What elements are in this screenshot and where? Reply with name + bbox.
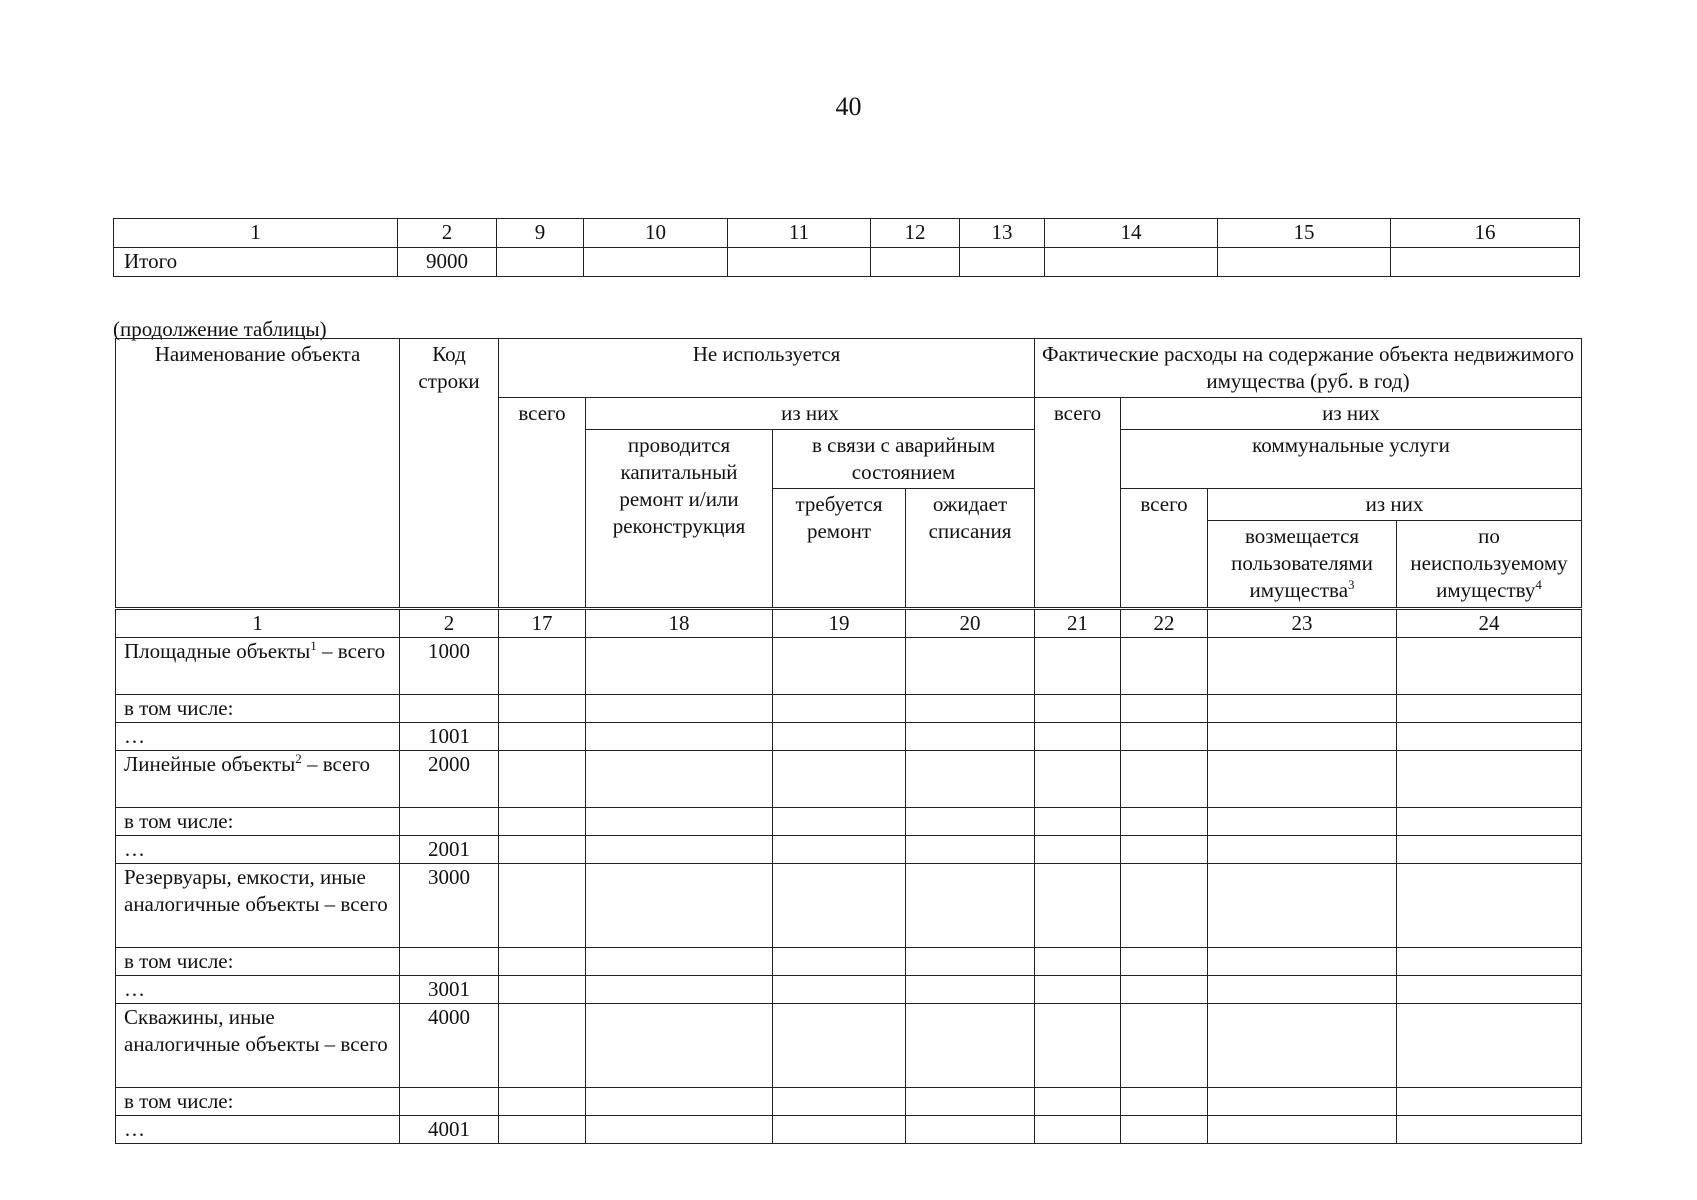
table-cell <box>586 695 773 723</box>
row-name-text: в том числе: <box>124 696 234 720</box>
row-code: 2001 <box>400 836 499 864</box>
table-cell <box>906 751 1035 808</box>
column-number: 21 <box>1035 609 1121 638</box>
header-utilities: коммунальные услуги <box>1121 430 1582 489</box>
table-cell <box>906 1004 1035 1088</box>
table-cell <box>906 948 1035 976</box>
table-cell <box>1121 1004 1208 1088</box>
table-cell <box>586 1004 773 1088</box>
table-cell <box>499 1116 586 1144</box>
header-utilities-total: всего <box>1121 489 1208 609</box>
table-cell <box>906 695 1035 723</box>
table-cell <box>1121 695 1208 723</box>
table-cell <box>1208 695 1397 723</box>
total-code: 9000 <box>398 248 497 277</box>
table-cell <box>1397 751 1582 808</box>
table-cell <box>1208 948 1397 976</box>
column-number: 1 <box>114 219 398 248</box>
table-cell <box>1208 638 1397 695</box>
table-cell <box>499 695 586 723</box>
table-cell <box>499 864 586 948</box>
header-costs-total: всего <box>1035 398 1121 609</box>
table-cell <box>499 1004 586 1088</box>
header-reimbursed <box>1208 521 1397 609</box>
table-cell <box>1121 638 1208 695</box>
table-row <box>116 864 1582 948</box>
row-name <box>116 1004 400 1088</box>
table-cell <box>586 723 773 751</box>
table-cell <box>1035 1004 1121 1088</box>
table-cell <box>773 976 906 1004</box>
row-name <box>116 836 400 864</box>
table-cell <box>906 808 1035 836</box>
table-row <box>116 948 1582 976</box>
page-number: 40 <box>835 92 862 121</box>
column-number: 16 <box>1391 219 1580 248</box>
row-code: 1001 <box>400 723 499 751</box>
table-cell <box>906 723 1035 751</box>
table-cell <box>773 1004 906 1088</box>
header-emergency: в связи с аварийным состоянием <box>773 430 1035 489</box>
table-cell <box>1218 248 1391 277</box>
table-cell <box>586 638 773 695</box>
row-name-text: Линейные объекты <box>124 752 296 776</box>
table-cell <box>1397 1116 1582 1144</box>
table-cell <box>1121 751 1208 808</box>
row-code <box>400 808 499 836</box>
summary-table <box>113 218 1580 277</box>
table-cell <box>1035 1088 1121 1116</box>
row-name <box>116 723 400 751</box>
table-cell <box>773 723 906 751</box>
table-cell <box>1121 948 1208 976</box>
column-number: 23 <box>1208 609 1397 638</box>
header-not-used-of-them: из них <box>586 398 1035 430</box>
row-name-text: … <box>124 977 145 1001</box>
table-cell <box>773 1116 906 1144</box>
table-cell <box>499 948 586 976</box>
table-row <box>116 751 1582 808</box>
table-cell <box>1397 723 1582 751</box>
total-label: Итого <box>114 248 398 277</box>
table-cell <box>1397 1088 1582 1116</box>
table-row <box>116 1116 1582 1144</box>
table-row <box>116 723 1582 751</box>
header-unused-text: по неиспользуемому имуществу <box>1410 524 1568 602</box>
table-cell <box>1397 836 1582 864</box>
table-cell <box>584 248 728 277</box>
row-name <box>116 751 400 808</box>
column-number: 15 <box>1218 219 1391 248</box>
table-cell <box>906 836 1035 864</box>
table-row <box>116 695 1582 723</box>
table-cell <box>499 1088 586 1116</box>
table-cell <box>906 638 1035 695</box>
table-cell <box>1208 1116 1397 1144</box>
row-name <box>116 864 400 948</box>
summary-header-row <box>114 219 1580 248</box>
row-name <box>116 1088 400 1116</box>
table-cell <box>497 248 584 277</box>
table-cell <box>906 1116 1035 1144</box>
header-not-used-total: всего <box>499 398 586 609</box>
row-name-text: Резервуары, емкости, иные аналогичные объекты – всего <box>124 865 388 916</box>
table-cell <box>586 1088 773 1116</box>
table-cell <box>1121 808 1208 836</box>
row-name-text: … <box>124 724 145 748</box>
header-not-used: Не используется <box>499 339 1035 398</box>
table-cell <box>1035 723 1121 751</box>
footnote-mark: 4 <box>1535 577 1542 592</box>
header-actual-costs: Фактические расходы на содержание объекта недвижимого имущества (руб. в год) <box>1035 339 1582 398</box>
table-cell <box>906 1088 1035 1116</box>
column-number: 10 <box>584 219 728 248</box>
continuation-label: (продолжение таблицы) <box>113 317 327 341</box>
table-cell <box>499 976 586 1004</box>
row-code: 4000 <box>400 1004 499 1088</box>
table-cell <box>1397 638 1582 695</box>
table-cell <box>1035 638 1121 695</box>
table-cell <box>1391 248 1580 277</box>
table-cell <box>499 836 586 864</box>
column-number: 9 <box>497 219 584 248</box>
column-number: 14 <box>1045 219 1218 248</box>
table-cell <box>586 836 773 864</box>
table-cell <box>1208 751 1397 808</box>
table-cell <box>773 751 906 808</box>
table-cell <box>499 638 586 695</box>
row-name-text: в том числе: <box>124 1089 234 1113</box>
column-number: 22 <box>1121 609 1208 638</box>
header-costs-of-them: из них <box>1121 398 1582 430</box>
table-cell <box>1035 836 1121 864</box>
table-cell <box>499 723 586 751</box>
table-cell <box>1035 1116 1121 1144</box>
row-name <box>116 808 400 836</box>
table-cell <box>1035 864 1121 948</box>
row-code: 4001 <box>400 1116 499 1144</box>
table-row <box>116 976 1582 1004</box>
row-name-text: в том числе: <box>124 809 234 833</box>
table-cell <box>1397 948 1582 976</box>
table-cell <box>1035 976 1121 1004</box>
column-number: 13 <box>960 219 1045 248</box>
table-cell <box>1121 723 1208 751</box>
table-cell <box>1121 1088 1208 1116</box>
table-cell <box>586 1116 773 1144</box>
table-cell <box>1397 695 1582 723</box>
table-cell <box>773 948 906 976</box>
header-code: Код строки <box>400 339 499 609</box>
row-code <box>400 948 499 976</box>
table-cell <box>1035 751 1121 808</box>
table-row <box>116 836 1582 864</box>
table-cell <box>499 751 586 808</box>
row-code: 3000 <box>400 864 499 948</box>
row-name <box>116 695 400 723</box>
table-cell <box>906 864 1035 948</box>
table-cell <box>1121 864 1208 948</box>
table-cell <box>586 948 773 976</box>
table-cell <box>1208 808 1397 836</box>
table-cell <box>499 808 586 836</box>
header-capital-repair: проводится капитальный ремонт и/или реконструкция <box>586 430 773 609</box>
table-cell <box>1397 1004 1582 1088</box>
table-cell <box>1208 723 1397 751</box>
footnote-mark: 3 <box>1348 577 1355 592</box>
table-cell <box>773 1088 906 1116</box>
column-number: 18 <box>586 609 773 638</box>
row-name-text: в том числе: <box>124 949 234 973</box>
table-cell <box>1208 1004 1397 1088</box>
column-numbers-row <box>116 609 1582 638</box>
row-name-suffix: – всего <box>316 639 386 663</box>
table-cell <box>586 976 773 1004</box>
header-awaiting-writeoff: ожидает списания <box>906 489 1035 609</box>
header-unused-property <box>1397 521 1582 609</box>
table-cell <box>773 695 906 723</box>
table-cell <box>1035 948 1121 976</box>
column-number: 17 <box>499 609 586 638</box>
total-row <box>114 248 1580 277</box>
row-code: 2000 <box>400 751 499 808</box>
table-cell <box>906 976 1035 1004</box>
table-cell <box>586 751 773 808</box>
table-cell <box>1035 695 1121 723</box>
table-cell <box>1045 248 1218 277</box>
column-number: 20 <box>906 609 1035 638</box>
row-code: 1000 <box>400 638 499 695</box>
header-utilities-of-them: из них <box>1208 489 1582 521</box>
property-table <box>115 338 1582 1144</box>
column-number: 24 <box>1397 609 1582 638</box>
table-row <box>116 1088 1582 1116</box>
table-cell <box>1397 976 1582 1004</box>
table-row <box>116 1004 1582 1088</box>
row-name <box>116 1116 400 1144</box>
column-number: 2 <box>400 609 499 638</box>
header-reimbursed-text: возмещается пользователями имущества <box>1231 524 1373 602</box>
column-number: 19 <box>773 609 906 638</box>
table-cell <box>1121 1116 1208 1144</box>
table-cell <box>1035 808 1121 836</box>
table-cell <box>960 248 1045 277</box>
column-number: 1 <box>116 609 400 638</box>
table-cell <box>728 248 871 277</box>
footnote-mark: 1 <box>310 638 317 653</box>
table-cell <box>1208 976 1397 1004</box>
row-code: 3001 <box>400 976 499 1004</box>
row-name-text: Скважины, иные аналогичные объекты – всего <box>124 1005 388 1056</box>
table-cell <box>1397 864 1582 948</box>
table-cell <box>1208 864 1397 948</box>
row-name-text: … <box>124 837 145 861</box>
table-cell <box>586 808 773 836</box>
table-row <box>116 638 1582 695</box>
header-name: Наименование объекта <box>116 339 400 609</box>
row-name <box>116 948 400 976</box>
table-cell <box>1208 836 1397 864</box>
row-name-text: Площадные объекты <box>124 639 311 663</box>
footnote-mark: 2 <box>295 751 302 766</box>
table-cell <box>1208 1088 1397 1116</box>
row-code <box>400 695 499 723</box>
row-code <box>400 1088 499 1116</box>
table-cell <box>871 248 960 277</box>
column-number: 2 <box>398 219 497 248</box>
column-number: 12 <box>871 219 960 248</box>
table-cell <box>1121 836 1208 864</box>
row-name-suffix: – всего <box>301 752 371 776</box>
column-number: 11 <box>728 219 871 248</box>
row-name <box>116 976 400 1004</box>
table-cell <box>1397 808 1582 836</box>
table-cell <box>773 808 906 836</box>
table-cell <box>773 638 906 695</box>
table-cell <box>1121 976 1208 1004</box>
header-requires-repair: требуется ремонт <box>773 489 906 609</box>
table-row <box>116 808 1582 836</box>
table-cell <box>773 836 906 864</box>
table-cell <box>586 864 773 948</box>
row-name <box>116 638 400 695</box>
table-cell <box>773 864 906 948</box>
row-name-text: … <box>124 1117 145 1141</box>
